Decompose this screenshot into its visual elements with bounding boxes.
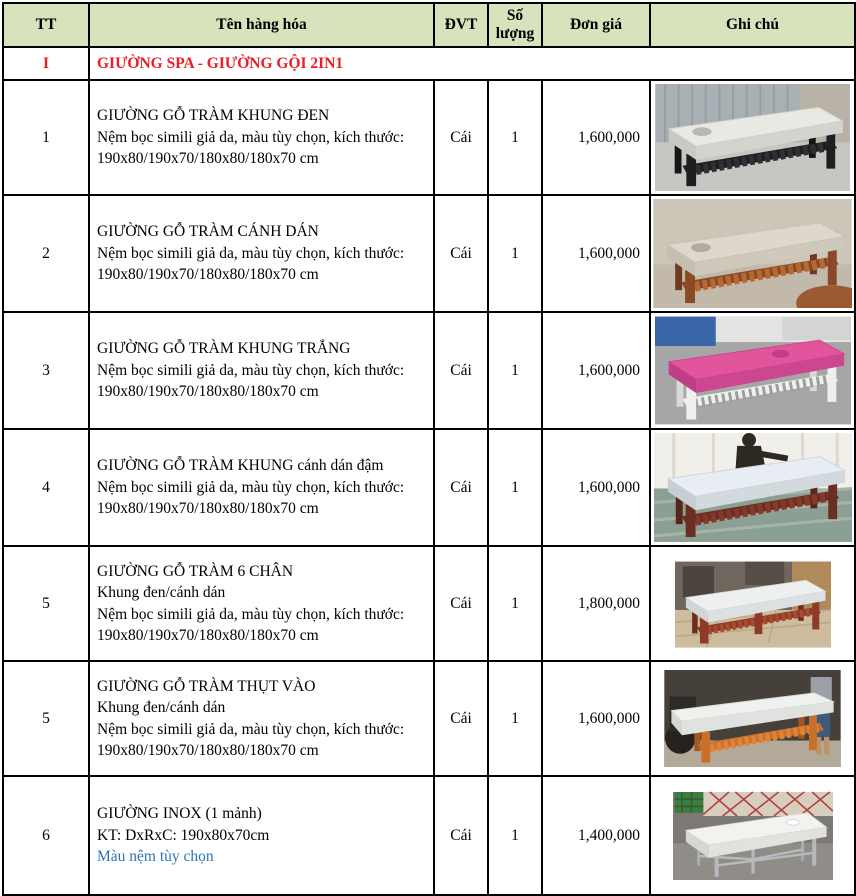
product-title: GIƯỜNG GỖ TRÀM THỤT VÀO — [97, 677, 316, 695]
product-desc: Nệm bọc simili giả da, màu tùy chọn, kích thước: — [97, 128, 405, 146]
section-index: I — [3, 47, 89, 80]
product-title: GIƯỜNG GỖ TRÀM CÁNH DÁN — [97, 223, 319, 241]
product-dimensions: 190x80/190x70/180x80/180x70 cm — [97, 500, 319, 518]
quantity-cell: 1 — [488, 195, 542, 312]
product-name-cell — [89, 312, 434, 429]
row-index: 4 — [3, 429, 89, 546]
row-index: 2 — [3, 195, 89, 312]
unit-price-cell: 1,600,000 — [542, 80, 650, 195]
product-desc: Nệm bọc simili giả da, màu tùy chọn, kích thước: — [97, 605, 405, 623]
table-row — [3, 661, 855, 776]
section-title: GIƯỜNG SPA - GIƯỜNG GỘI 2IN1 — [89, 47, 855, 80]
unit-cell: Cái — [434, 661, 488, 776]
quantity-cell: 1 — [488, 80, 542, 195]
col-header-quantity: Số lượng — [488, 3, 542, 47]
product-title: GIƯỜNG GỖ TRÀM 6 CHÂN — [97, 562, 294, 580]
product-name-cell — [89, 195, 434, 312]
product-desc: Nệm bọc simili giả da, màu tùy chọn, kích thước: — [97, 478, 405, 496]
unit-cell: Cái — [434, 80, 488, 195]
quantity-cell: 1 — [488, 546, 542, 661]
col-header-tt: TT — [3, 3, 89, 47]
header-row — [3, 3, 855, 47]
spa-bed-mahogany-frame-photo — [653, 199, 852, 308]
unit-price-cell: 1,400,000 — [542, 776, 650, 895]
table-row — [3, 312, 855, 429]
product-color-note: Màu nệm tùy chọn — [97, 848, 214, 866]
photo-cell — [650, 195, 855, 312]
spa-bed-white-frame-pink-mattress-photo — [655, 316, 851, 425]
col-header-unit-price: Đơn giá — [542, 3, 650, 47]
unit-cell: Cái — [434, 195, 488, 312]
table-row — [3, 80, 855, 195]
product-title: GIƯỜNG GỖ TRÀM KHUNG ĐEN — [97, 107, 330, 125]
product-desc: Nệm bọc simili giả da, màu tùy chọn, kích thước: — [97, 720, 405, 738]
product-dimensions: 190x80/190x70/180x80/180x70 cm — [97, 150, 319, 168]
unit-cell: Cái — [434, 429, 488, 546]
price-table-sheet — [2, 2, 856, 896]
product-name-cell — [89, 80, 434, 195]
photo-cell — [650, 312, 855, 429]
unit-price-cell: 1,600,000 — [542, 195, 650, 312]
product-dimensions: 190x80/190x70/180x80/180x70 cm — [97, 742, 319, 759]
table-row — [3, 195, 855, 312]
spa-bed-recessed-orange-frame-photo — [654, 670, 851, 767]
unit-price-cell: 1,800,000 — [542, 546, 650, 661]
product-frame-color: Khung đen/cánh dán — [97, 584, 226, 601]
quantity-cell: 1 — [488, 661, 542, 776]
row-index: 6 — [3, 776, 89, 895]
product-name-cell — [89, 661, 434, 776]
unit-price-cell: 1,600,000 — [542, 429, 650, 546]
product-dimensions: 190x80/190x70/180x80/180x70 cm — [97, 383, 319, 401]
table-row — [3, 546, 855, 661]
product-title: GIƯỜNG GỖ TRÀM KHUNG cánh dán đậm — [97, 457, 384, 475]
table-row — [3, 776, 855, 895]
product-dimensions: 190x80/190x70/180x80/180x70 cm — [97, 266, 319, 284]
row-index: 1 — [3, 80, 89, 195]
unit-cell: Cái — [434, 546, 488, 661]
photo-cell — [650, 429, 855, 546]
product-dimensions: KT: DxRxC: 190x80x70cm — [97, 826, 270, 844]
row-index: 3 — [3, 312, 89, 429]
photo-cell — [650, 661, 855, 776]
quantity-cell: 1 — [488, 429, 542, 546]
photo-cell — [650, 80, 855, 195]
unit-price-cell: 1,600,000 — [542, 312, 650, 429]
row-index: 5 — [3, 661, 89, 776]
product-name-cell — [89, 429, 434, 546]
col-header-note: Ghi chú — [650, 3, 855, 47]
unit-cell: Cái — [434, 776, 488, 895]
product-desc: Nệm bọc simili giả da, màu tùy chọn, kích thước: — [97, 244, 405, 262]
quantity-cell: 1 — [488, 776, 542, 895]
product-dimensions: 190x80/190x70/180x80/180x70 cm — [97, 627, 319, 644]
spa-bed-black-frame-photo — [654, 84, 851, 191]
col-header-unit: ĐVT — [434, 3, 488, 47]
row-index: 5 — [3, 546, 89, 661]
spa-bed-six-leg-photo — [675, 556, 831, 653]
photo-cell — [650, 546, 855, 661]
col-header-product-name: Tên hàng hóa — [89, 3, 434, 47]
unit-price-cell: 1,600,000 — [542, 661, 650, 776]
product-frame-color: Khung đen/cánh dán — [97, 699, 226, 716]
unit-cell: Cái — [434, 312, 488, 429]
product-name-cell — [89, 546, 434, 661]
product-title: GIƯỜNG INOX (1 mảnh) — [97, 805, 262, 823]
product-title: GIƯỜNG GỖ TRÀM KHUNG TRẮNG — [97, 340, 351, 358]
product-name-cell — [89, 776, 434, 895]
quantity-cell: 1 — [488, 312, 542, 429]
photo-cell — [650, 776, 855, 895]
section-row — [3, 47, 855, 80]
table-row — [3, 429, 855, 546]
spa-bed-dark-mahogany-frame-photo — [654, 433, 852, 542]
spa-bed-stainless-steel-photo — [673, 782, 833, 890]
product-desc: Nệm bọc simili giả da, màu tùy chọn, kích thước: — [97, 361, 405, 379]
product-price-table — [2, 2, 856, 896]
